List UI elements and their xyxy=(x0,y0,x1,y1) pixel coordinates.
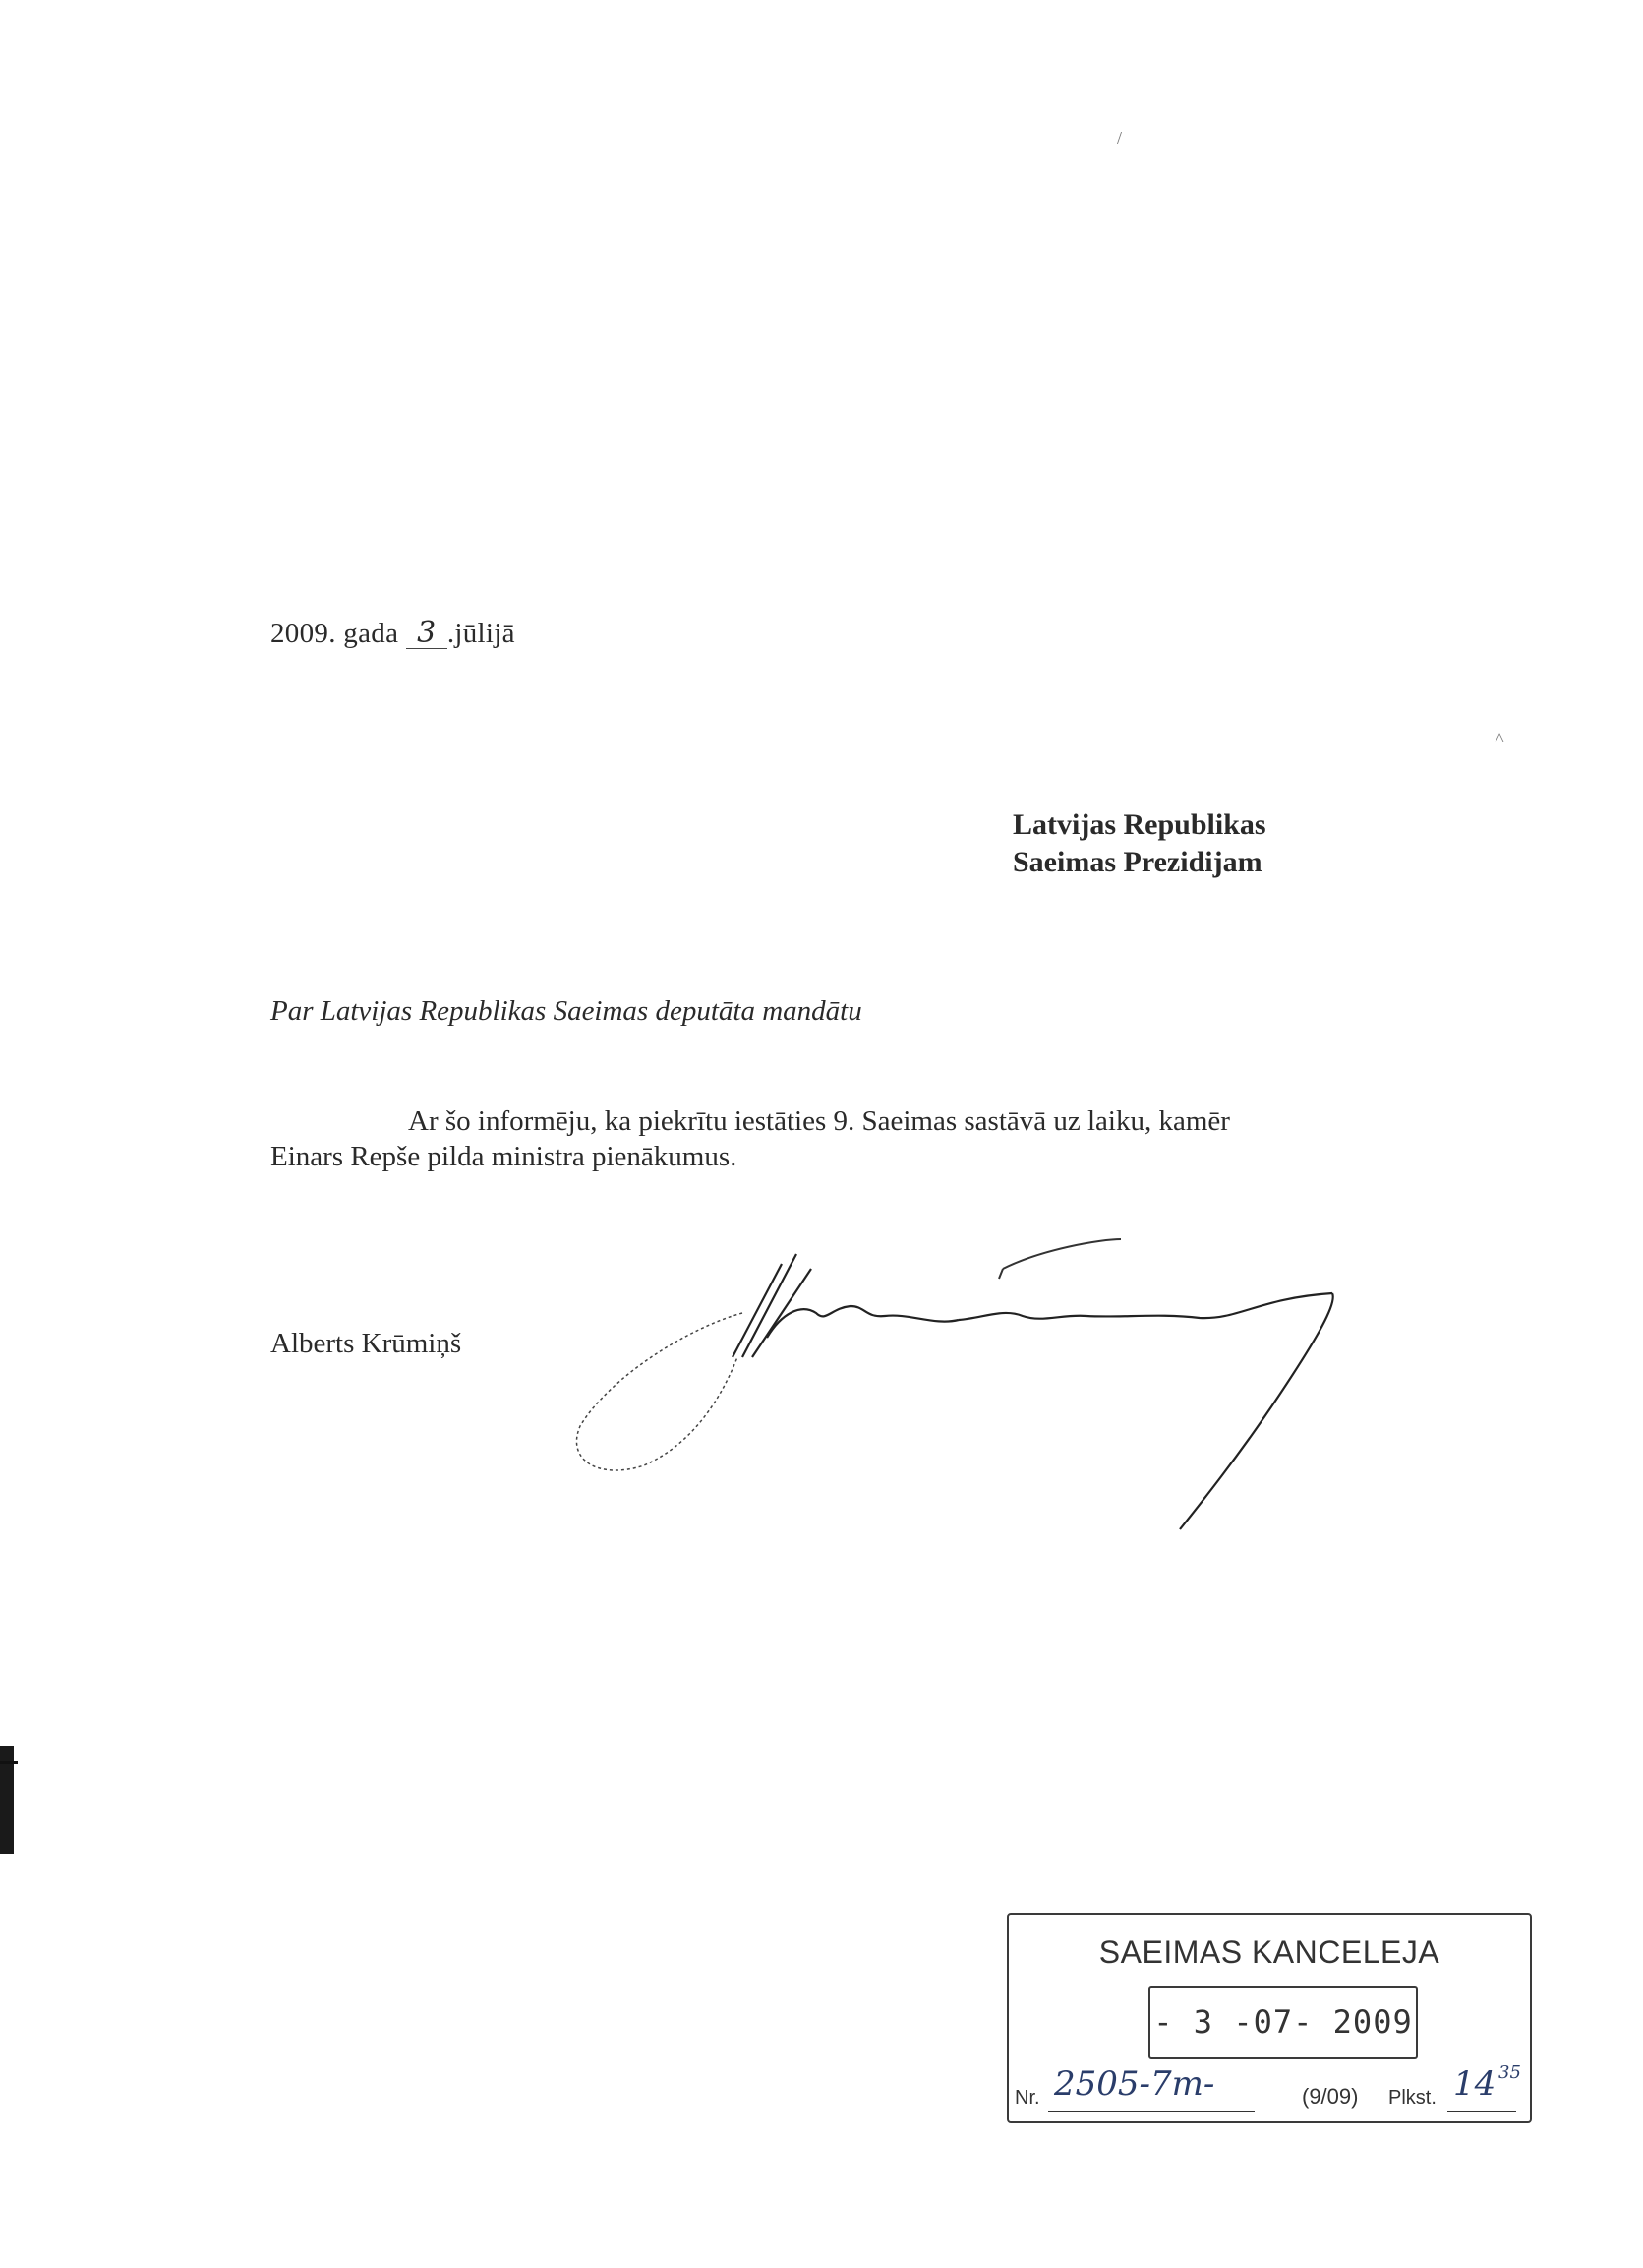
stamp-time-hour: 14 xyxy=(1453,2064,1496,2104)
stamp-time-minutes: 35 xyxy=(1498,2062,1521,2083)
date-suffix: .jūlijā xyxy=(446,618,515,649)
date-prefix: 2009. gada xyxy=(270,618,399,649)
handwritten-signature xyxy=(570,1210,1347,1534)
body-line-1: Ar šo informēju, ka piekrītu iestāties 9. Saeimas sastāvā uz laiku, kamēr xyxy=(408,1105,1230,1137)
addressee-line-2: Saeimas Prezidijam xyxy=(1013,846,1262,878)
signer-name: Alberts Krūmiņš xyxy=(270,1328,462,1359)
stamp-nr-label: Nr. xyxy=(1015,2087,1040,2109)
body-line-2: Einars Repše pilda ministra pienākumus. xyxy=(270,1141,737,1172)
stray-mark: ˄ xyxy=(1495,728,1505,747)
letter-body xyxy=(270,1104,1342,1174)
stamp-nr-handwritten: 2505-7m- xyxy=(1054,2064,1215,2104)
stamp-time-label: Plkst. xyxy=(1388,2087,1437,2109)
registration-stamp xyxy=(1007,1913,1532,2123)
stamp-time-underline xyxy=(1447,2111,1516,2112)
addressee xyxy=(1013,806,1266,881)
addressee-line-1: Latvijas Republikas xyxy=(1013,808,1266,841)
stray-mark: / xyxy=(1117,128,1123,148)
stamp-nr-underline xyxy=(1048,2111,1255,2112)
date-day-handwritten: 3 xyxy=(406,619,447,649)
letter-date xyxy=(270,618,515,650)
stamp-date-box xyxy=(1148,1986,1418,2059)
stamp-title: SAEIMAS KANCELEJA xyxy=(1098,1935,1440,1970)
stamp-date: - 3 -07- 2009 xyxy=(1153,2003,1413,2041)
scan-edge-tick xyxy=(0,1761,18,1764)
stamp-registration-row xyxy=(1015,2062,1524,2112)
letter-subject: Par Latvijas Republikas Saeimas deputāta mandātu xyxy=(270,995,862,1027)
stamp-nr-code: (9/09) xyxy=(1302,2084,1359,2109)
